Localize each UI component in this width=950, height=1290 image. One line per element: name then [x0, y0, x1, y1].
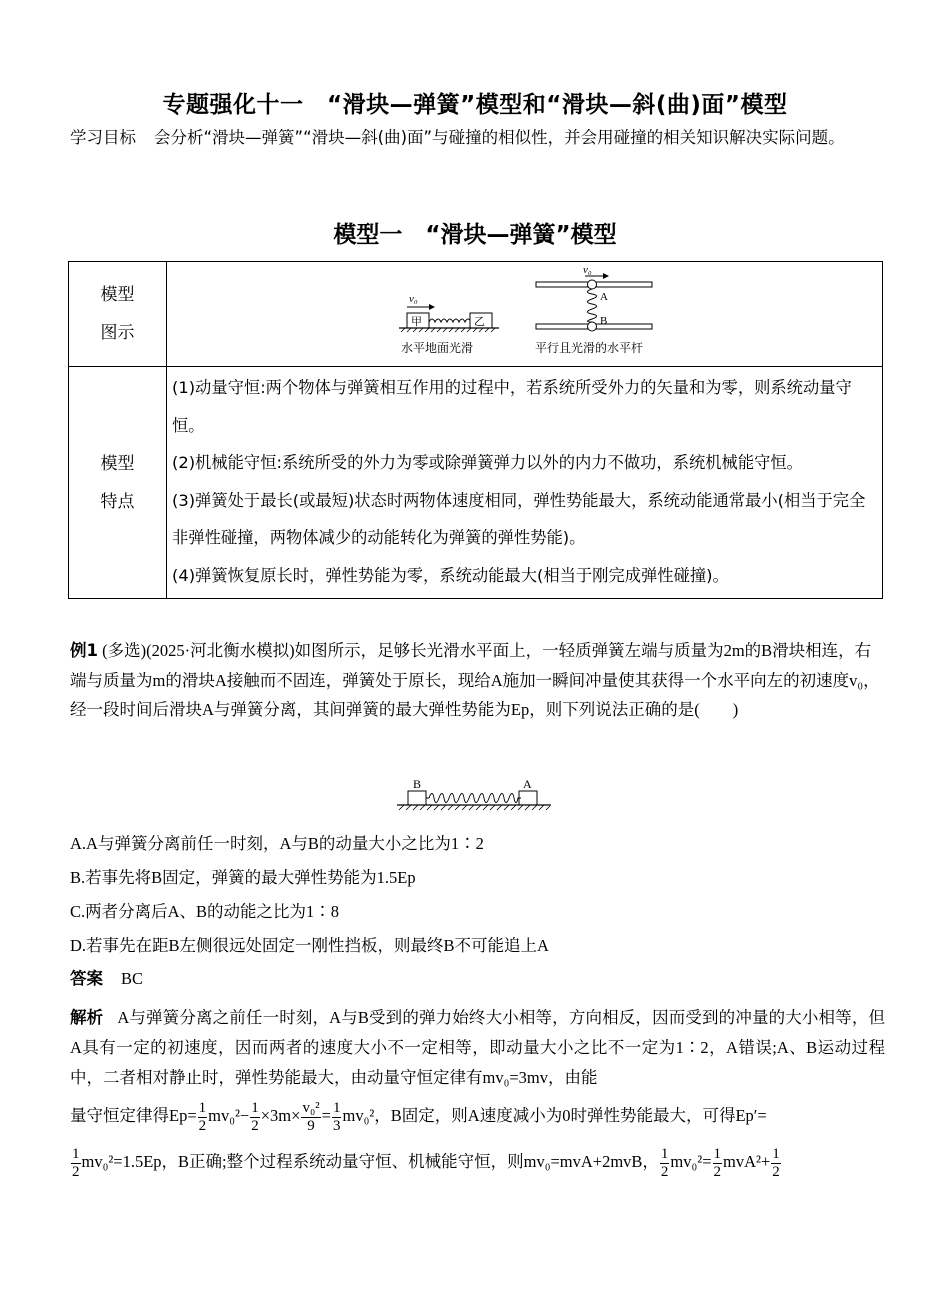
learning-goal-label: 学习目标 — [70, 128, 136, 147]
figure-cell — [167, 262, 883, 367]
learning-goal-text: 会分析“滑块—弹簧”“滑块—斜(曲)面”与碰撞的相似性，并会用碰撞的相关知识解决实际问题。 — [154, 128, 845, 147]
example-fig-a-label: A — [523, 777, 532, 791]
option-d: D.若事先在距B左侧很远处固定一刚性挡板，则最终B不可能追上A — [70, 936, 549, 955]
feature-item: (4)弹簧恢复原长时，弹性势能为零，系统动能最大(相当于刚完成弹性碰撞)。 — [172, 565, 729, 585]
analysis — [70, 1003, 885, 1185]
example-fig-b-label: B — [413, 777, 422, 791]
feature-item: (1)动量守恒:两个物体与弹簧相互作用的过程中，若系统所受外力的矢量和为零，则系统动量守恒。 — [172, 378, 852, 435]
analysis-label: 解析 — [70, 1008, 104, 1027]
example-block-b — [408, 791, 426, 805]
ground-spring-diagram — [399, 293, 499, 355]
answer — [70, 966, 143, 992]
figure-row — [69, 262, 883, 367]
example-question — [70, 636, 885, 725]
option-c: C.两者分离后A、B的动能之比为1∶8 — [70, 902, 340, 921]
analysis-formula-line-1: 量守恒定律得Ep= $\frac{1}{2}$ mv₀²− $\frac{1}{2}$ ×3m× $\frac{\text{v₀²}}{9}$ = $\frac{1}{3}$ mv₀²，B固定，则A速度减小为0时弹性势能最大，可得Ep′= — [70, 1099, 767, 1134]
learning-goal — [70, 122, 890, 154]
fig1-v0-label: v₀ — [409, 293, 418, 305]
model-one-title: 模型一 “滑块—弹簧”模型 — [333, 222, 617, 248]
feature-list — [167, 367, 883, 599]
fig1-caption: 水平地面光滑 — [401, 341, 474, 355]
option-a: A.A与弹簧分离前任一时刻，A与B的动量大小之比为1∶2 — [70, 834, 484, 853]
answer-label: 答案 — [70, 969, 103, 988]
example-spring — [426, 794, 521, 803]
analysis-paragraph: A与弹簧分离之前任一时刻，A与B受到的弹力始终大小相等，方向相反，因而受到的冲量的大小相等，但A具有一定的初速度，因而两者的速度大小不一定相等，即动量大小之比不一定为1∶2，A错误;A、B运动过程中，二者相对静止时，弹性势能最大，由动量守恒定律有mv₀=3mv，由能 — [70, 1008, 886, 1087]
figure-row-header: 模型 图示 — [69, 262, 167, 367]
option-b: B.若事先将B固定，弹簧的最大弹性势能为1.5Ep — [70, 868, 416, 887]
feature-item: (2)机械能守恒:系统所受的外力为零或除弹簧弹力以外的内力不做功，系统机械能守恒。 — [172, 453, 803, 472]
svg-text:甲: 甲 — [411, 315, 422, 328]
model-diagrams — [167, 262, 882, 366]
fig2-ball-a — [588, 280, 597, 289]
analysis-formula-line-2: $\frac{1}{2}$ mv₀²=1.5Ep，B正确;整个过程系统动量守恒、机械能守恒，则mv₀=mvA+2mvB， $\frac{1}{2}$ mv₀²= $\frac{1}{2}$ mvA²+ $\frac{1}{2}$ — [72, 1145, 780, 1180]
example-text: (多选)(2025·河北衡水模拟)如图所示，足够长光滑水平面上，一轻质弹簧左端与质量为2m的B滑块相连，右端与质量为m的滑块A接触而不固连，弹簧处于原长，现给A施加一瞬间冲量使其获得一个水平向左的初速度v₀，经一段时间后滑块A与弹簧分离，其间弹簧的最大弹性势能为Ep，则下列说法正确的是( ) — [70, 641, 880, 719]
example-block-a — [519, 791, 537, 805]
feature-row — [69, 367, 883, 599]
model-table — [68, 261, 883, 599]
answer-value: BC — [121, 969, 144, 988]
fig2-v0-label: v₀ — [583, 264, 592, 276]
example-number: 例1 — [70, 641, 98, 660]
fig2-spring — [588, 289, 597, 322]
page-title: 专题强化十一 “滑块—弹簧”模型和“滑块—斜(曲)面”模型 — [162, 92, 788, 118]
feature-row-header: 模型 特点 — [69, 367, 167, 599]
svg-text:B: B — [600, 315, 608, 327]
feature-item: (3)弹簧处于最长(或最短)状态时两物体速度相同，弹性势能最大，系统动能通常最小(相当于完全非弹性碰撞，两物体减少的动能转化为弹簧的弹性势能)。 — [172, 490, 866, 547]
svg-text:乙: 乙 — [474, 315, 485, 328]
fig2-ball-b — [588, 322, 597, 331]
svg-text:A: A — [600, 291, 608, 303]
parallel-rod-diagram — [535, 264, 652, 355]
options-list — [70, 827, 890, 963]
example-figure — [395, 776, 555, 812]
fig2-caption: 平行且光滑的水平杆 — [535, 341, 644, 355]
